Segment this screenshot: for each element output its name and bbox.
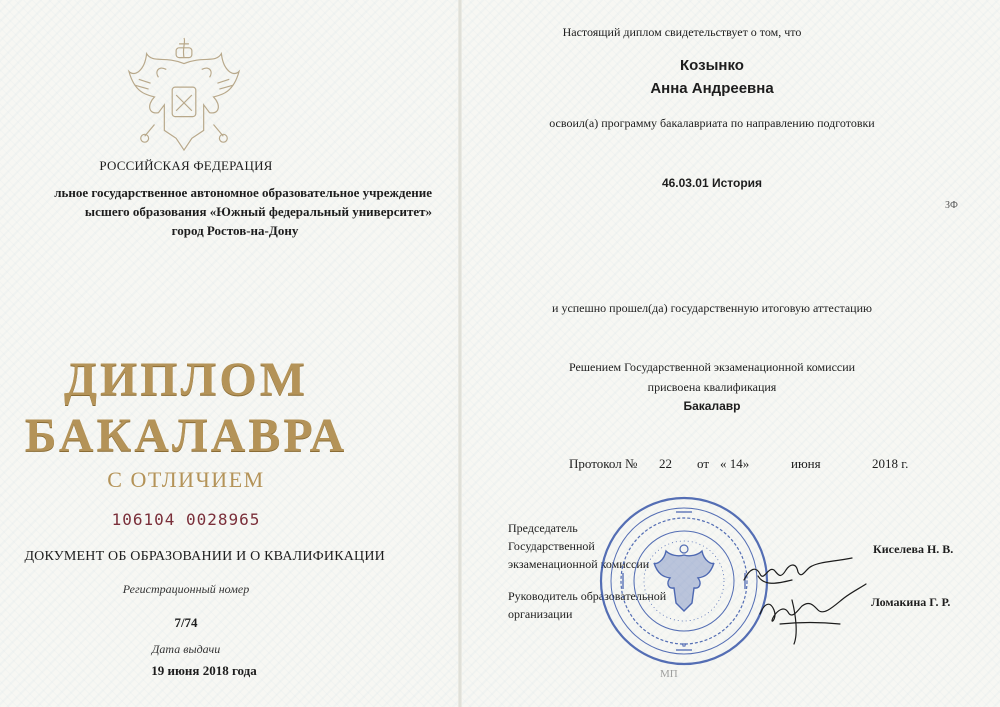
diploma-degree: БАКАЛАВРА — [24, 409, 348, 462]
qualification: Бакалавр — [683, 399, 741, 413]
issue-date-label: Дата выдачи — [151, 642, 221, 656]
head-name: Ломакина Г. Р. — [871, 595, 951, 609]
document-type: ДОКУМЕНТ ОБ ОБРАЗОВАНИИ И О КВАЛИФИКАЦИИ — [24, 549, 385, 564]
program-statement: освоил(а) программу бакалавриата по направлению подготовки — [549, 116, 875, 130]
certificate-intro: Настоящий диплом свидетельствует о том, что — [562, 25, 802, 39]
head-label-line-1: Руководитель образовательной — [508, 589, 667, 603]
chair-label-line-1: Председатель — [508, 521, 578, 535]
program-code: 46.03.01 История — [661, 176, 763, 190]
chair-name: Киселева Н. В. — [873, 542, 954, 556]
stray-mark: ЗФ — [945, 200, 958, 211]
chair-label-line-3: экзаменационной комиссии — [508, 557, 650, 571]
double-headed-eagle-icon — [125, 36, 243, 154]
diploma-title: ДИПЛОМ — [63, 353, 309, 406]
registration-number: 7/74 — [174, 615, 198, 630]
issue-date: 19 июня 2018 года — [151, 663, 257, 678]
commission-decision-line-2: присвоена квалификация — [647, 380, 777, 394]
protocol-day: « 14» — [720, 456, 750, 471]
protocol-label: Протокол № — [569, 456, 638, 471]
chair-label-line-2: Государственной — [508, 539, 595, 553]
attestation-statement: и успешно прошел(да) государственную итоговую аттестацию — [552, 301, 872, 315]
institution-name — [0, 183, 432, 240]
protocol-month: июня — [791, 456, 821, 471]
graduate-given-names: Анна Андреевна — [650, 80, 774, 97]
protocol-year: 2018 г. — [872, 456, 909, 471]
protocol-from: от — [697, 456, 710, 471]
institution-line-2: ысшего образования «Южный федеральный университет» — [84, 204, 432, 219]
institution-line-1: льное государственное автономное образовательное учреждение — [54, 185, 432, 200]
page-fold — [458, 0, 462, 707]
graduate-surname: Козынко — [680, 57, 744, 74]
institution-city: город Ростов-на-Дону — [171, 223, 299, 238]
stamp-mark: МП — [660, 668, 678, 680]
protocol-number: 22 — [659, 456, 672, 471]
head-label-line-2: организации — [508, 607, 573, 621]
registration-label: Регистрационный номер — [122, 582, 250, 596]
diploma-honors: С ОТЛИЧИЕМ — [107, 467, 265, 492]
commission-decision-line-1: Решением Государственной экзаменационной комиссии — [568, 360, 856, 374]
serial-number: 106104 0028965 — [111, 510, 261, 529]
country-name: РОССИЙСКАЯ ФЕДЕРАЦИЯ — [99, 158, 273, 173]
handwritten-signatures — [740, 540, 870, 650]
